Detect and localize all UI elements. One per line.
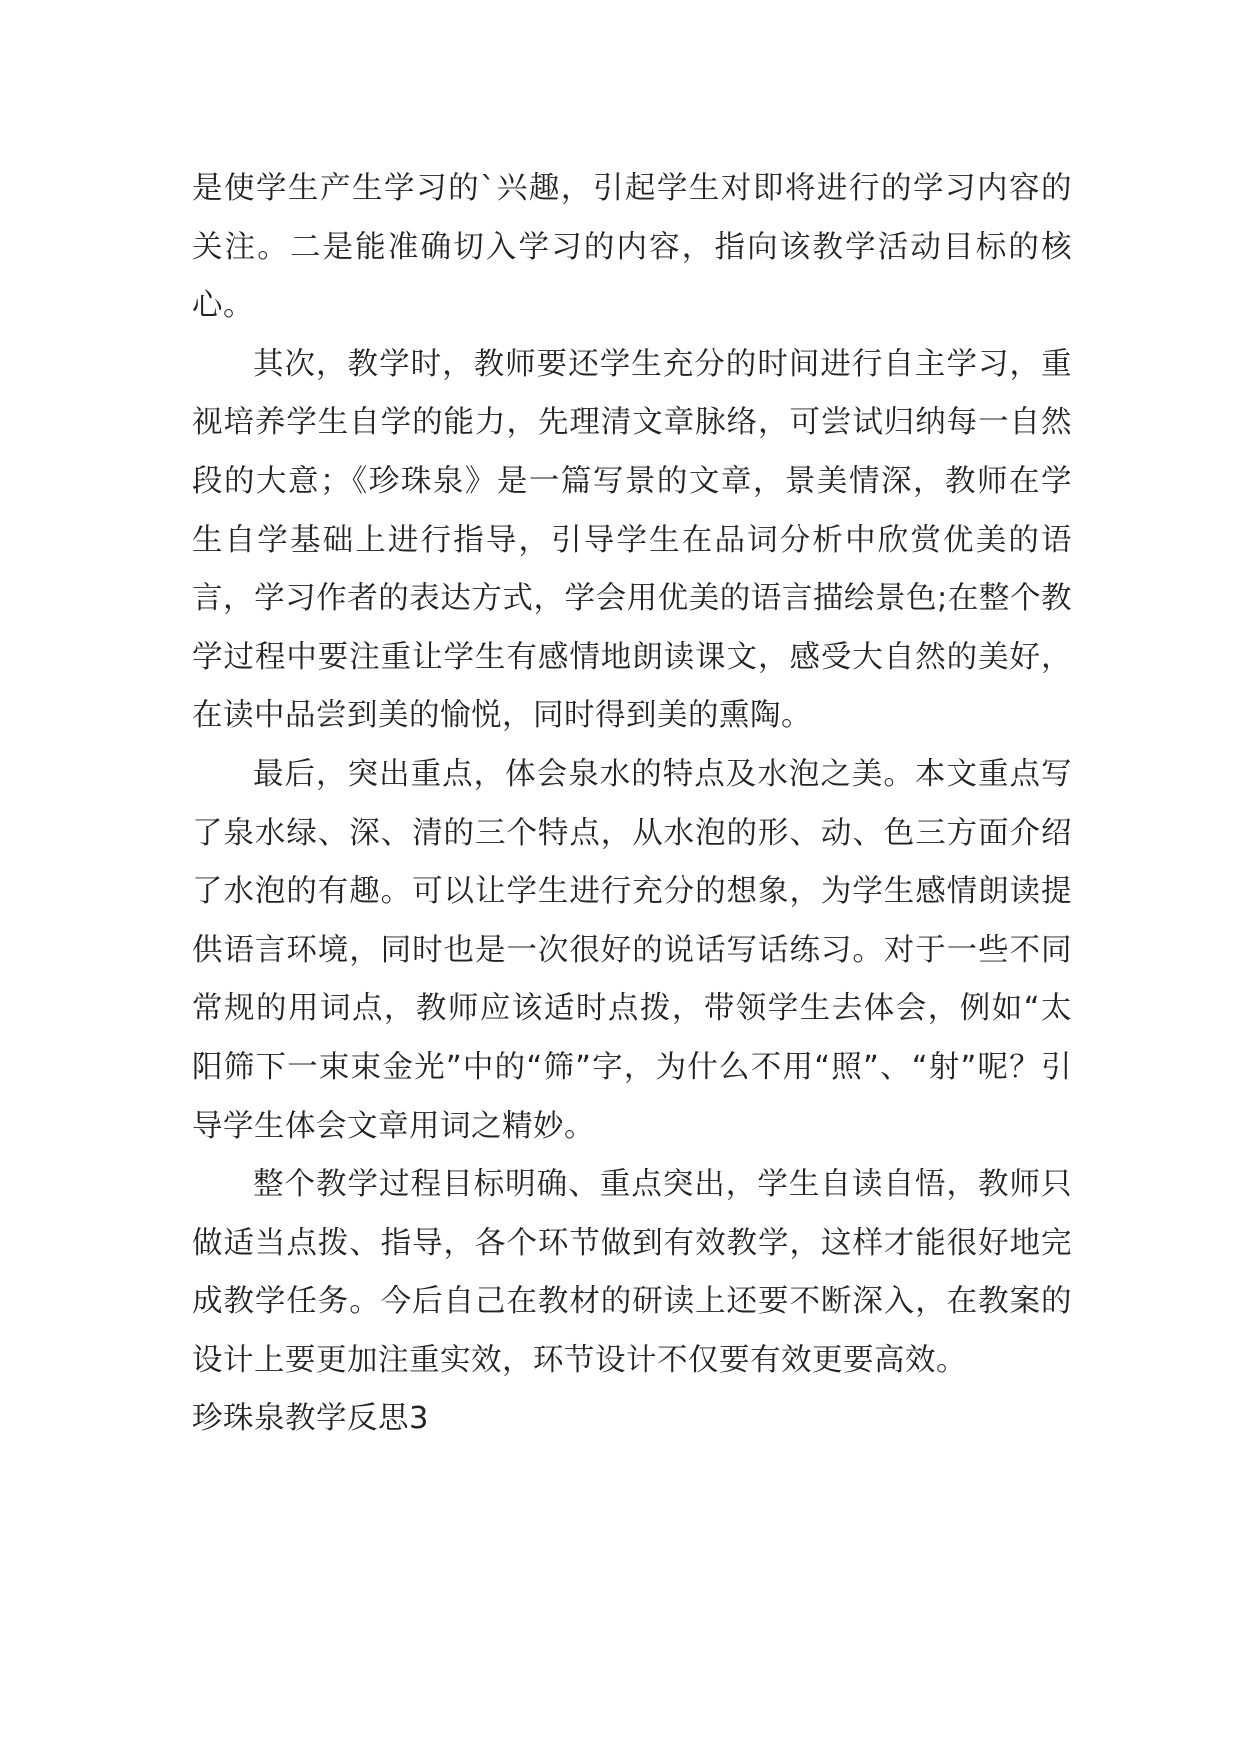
section-heading: 珍珠泉教学反思3 — [192, 1401, 429, 1437]
document-body — [192, 160, 1072, 1449]
paragraph-3: 最后，突出重点，体会泉水的特点及水泡之美。本文重点写了泉水绿、深、清的三个特点，从水泡的形、动、色三方面介绍了水泡的有趣。可以让学生进行充分的想象，为学生感情朗读提供语言环境，同时也是一次很好的说话写话练习。对于一些不同常规的用词点，教师应该适时点拨，带领学生去体会，例如“太阳筛下一束束金光”中的“筛”字，为什么不用“照”、“射”呢？引导学生体会文章用词之精妙。 — [192, 756, 1072, 1144]
paragraph-2: 其次，教学时，教师要还学生充分的时间进行自主学习，重视培养学生自学的能力，先理清文章脉络，可尝试归纳每一自然段的大意；《珍珠泉》是一篇写景的文章，景美情深，教师在学生自学基础上进行指导，引导学生在品词分析中欣赏优美的语言，学习作者的表达方式，学会用优美的语言描绘景色;在整个教学过程中要注重让学生有感情地朗读课文，感受大自然的美好，在读中品尝到美的愉悦，同时得到美的熏陶。 — [192, 346, 1072, 734]
paragraph-1: 是使学生产生学习的`兴趣，引起学生对即将进行的学习内容的关注。二是能准确切入学习的内容，指向该教学活动目标的核心。 — [192, 171, 1072, 324]
paragraph-4: 整个教学过程目标明确、重点突出，学生自读自悟，教师只做适当点拨、指导，各个环节做到有效教学，这样才能很好地完成教学任务。今后自己在教材的研读上还要不断深入，在教案的设计上要更加注重实效，环节设计不仅要有效更要高效。 — [192, 1167, 1072, 1378]
